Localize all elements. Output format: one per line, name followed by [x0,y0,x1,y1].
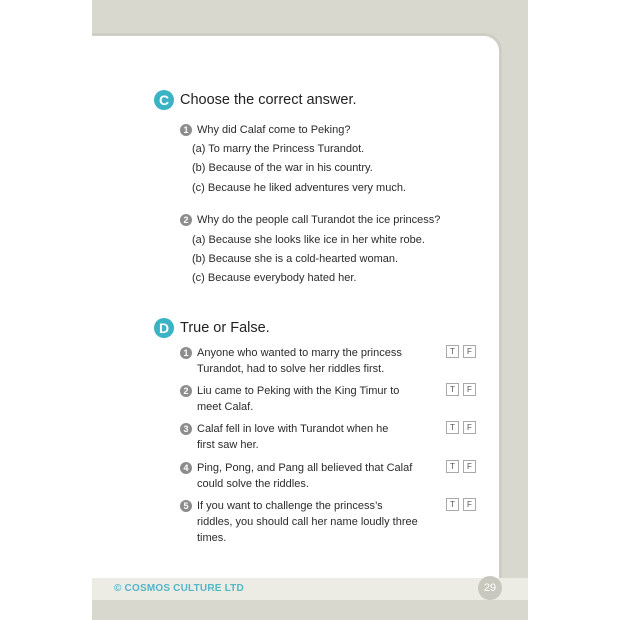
section-d-heading [154,318,270,338]
statement-text [197,498,441,546]
statement-line: Ping, Pong, and Pang all believed that Calaf [197,462,413,474]
question-text: Why did Calaf come to Peking? [197,124,351,136]
true-checkbox[interactable]: T [446,498,459,511]
answer-option[interactable]: (b) Because she is a cold-hearted woman. [192,253,399,265]
true-checkbox[interactable]: T [446,460,459,473]
statement-line: riddles, you should call her name loudly three [197,516,418,528]
section-c-title: Choose the correct answer. [180,92,357,108]
statement-line: Anyone who wanted to marry the princess [197,347,402,359]
statement-line: Liu came to Peking with the King Timur to [197,385,400,397]
statement-line: Turandot, had to solve her riddles first. [197,363,385,375]
tf-boxes [446,460,476,473]
tf-boxes [446,383,476,396]
false-checkbox[interactable]: F [463,498,476,511]
statement-text [197,383,441,415]
false-checkbox[interactable]: F [463,345,476,358]
true-checkbox[interactable]: T [446,345,459,358]
section-c-heading [154,90,357,110]
answer-option[interactable]: (c) Because everybody hated her. [192,272,357,284]
question-text: Why do the people call Turandot the ice princess? [197,214,441,226]
tf-boxes [446,345,476,358]
statement-text [197,421,441,453]
statement-line: meet Calaf. [197,401,254,413]
tf-boxes [446,421,476,434]
statement-number: 1 [180,347,192,359]
question-1 [180,122,350,138]
answer-option[interactable]: (a) Because she looks like ice in her white robe. [192,234,425,246]
page-number: 29 [478,576,502,600]
statement-text [197,460,441,492]
statement-number: 2 [180,385,192,397]
statement-line: first saw her. [197,439,259,451]
answer-option[interactable]: (a) To marry the Princess Turandot. [192,143,365,155]
statement-line: If you want to challenge the princess’s [197,500,383,512]
statement-line: times. [197,532,227,544]
section-d-title: True or False. [180,320,270,336]
question-number: 1 [180,124,192,136]
tf-boxes [446,498,476,511]
section-d-badge: D [154,318,174,338]
statement-line: Calaf fell in love with Turandot when he [197,423,389,435]
false-checkbox[interactable]: F [463,421,476,434]
statement-text [197,345,441,377]
true-checkbox[interactable]: T [446,421,459,434]
false-checkbox[interactable]: F [463,460,476,473]
statement-line: could solve the riddles. [197,478,309,490]
copyright-text: © COSMOS CULTURE LTD [114,583,244,594]
statement-number: 5 [180,500,192,512]
statement-number: 3 [180,423,192,435]
tf-statement-5 [180,498,472,546]
tf-statement-4 [180,460,472,492]
false-checkbox[interactable]: F [463,383,476,396]
tf-statement-3 [180,421,472,453]
tf-statement-1 [180,345,472,377]
question-number: 2 [180,214,192,226]
tf-statement-2 [180,383,472,415]
answer-option[interactable]: (c) Because he liked adventures very much. [192,182,406,194]
answer-option[interactable]: (b) Because of the war in his country. [192,162,373,174]
question-2 [180,212,440,228]
section-c-badge: C [154,90,174,110]
true-checkbox[interactable]: T [446,383,459,396]
statement-number: 4 [180,462,192,474]
